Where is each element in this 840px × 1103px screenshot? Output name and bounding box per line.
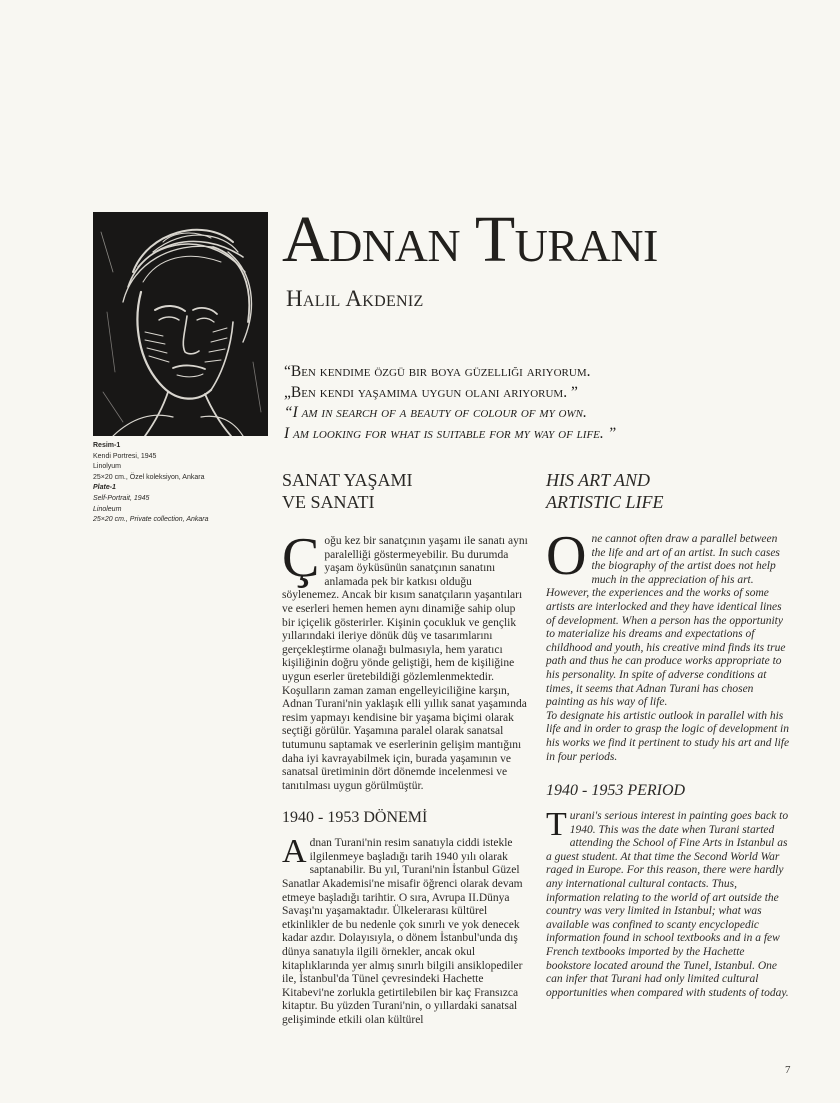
paragraph-en-1: ne cannot often draw a parallel between the life and art of an artist. In such cases the biography of the artist does not help much in the appreciation of his art. However, the experiences and the works of some artists are interlocked and they have identical lines of development. When a person has the opportunity to materialize his dreams and expectations of childhood and youth, his creative mind finds its true path and thus he can produce works appropriate to his personality. In spite of adverse conditions at times, it seems that Adnan Turani has chosen painting as his way of life.	[546, 533, 786, 709]
caption-label-en: Plate-1	[93, 484, 116, 492]
paragraph-en-1b: To designate his artistic outlook in parallel with his life and in order to grasp the logic of development in his works we find it pertinent to study his art and life in four periods.	[546, 709, 790, 763]
self-portrait-image	[93, 212, 268, 436]
paragraph-en-2: urani's serious interest in painting goes back to 1940. This was the date when Turani started attending the School of Fine Arts in Istanbul as a guest student. At that time the Second World War raged in Europe. For this reason, there were hardly any international cultural contacts. Thus, information relating to the world of art outside the country was very limited in Istanbul; what was available was confined to scanty encyclopedic information found in school textbooks and in a few French textbooks imported by the Hachette bookstore located around the Tunel, Istanbul. One can infer that Turani had only limited cultural opportunities when compared with students of today.	[546, 810, 789, 999]
section-heading-en-2: 1940 - 1953 PERIOD	[546, 782, 686, 800]
caption-label-tr: Resim-1	[93, 442, 121, 449]
linocut-illustration	[93, 212, 268, 436]
dropcap-en-2: T	[546, 806, 567, 844]
caption-medium-en: Linoleum	[93, 505, 122, 513]
caption-size-en: 25×20 cm., Private collection, Ankara	[93, 516, 209, 524]
quote-line-en-2: I am looking for what is suitable for my way of life. ”	[284, 424, 617, 442]
quote-line-en-1: “I am in search of a beauty of colour of my own.	[284, 404, 587, 421]
dropcap-en-1: O	[546, 525, 587, 587]
section-heading-tr-1: SANAT YAŞAMI VE SANATI	[282, 470, 413, 512]
section-body-tr-2	[282, 833, 529, 1027]
page-number: 7	[785, 1064, 791, 1076]
section-heading-en-1: HIS ART AND ARTISTIC LIFE	[546, 470, 664, 512]
dropcap-tr-1: Ç	[282, 527, 320, 589]
paragraph-tr-1: oğu kez bir sanatçının yaşamı ile sanatı aynı paralelliği göstermeyebilir. Bu durumda yaşam öyküsünün sanatçının sanatını anlamada pek bir katkısı olduğu söylenemez. Ancak bir kısım sanatçıların yaşantıları ve eserleri hemen hemen aynı dinamiğe sahip olup bir içiçelik gösterirler. Kişinin çocukluk ve gençlik yıllarındaki ileriye dönük düş ve tasarımlarını gerçekleştirme olanağı bulmasıyla, hem yaratıcı kişiliğinin doğru yönde geliştiği, hem de kişiliğine uygun eserler üretebildiği gözlemlenmektedir. Koşulların zaman zaman engelleyiciliğine karşın, Adnan Turani'nin yaklaşık elli yıllık sanat yaşamında resim yapmayı kendisine bir yaşama biçimi olarak seçtiği görülür. Yaşamına paralel olarak sanatsal tutumunu saptamak ve eserlerinin gelişim mantığını daha iyi kavrayabilmek için, burada yaşamının ve sanatsal üretiminin dört dönemde incelenmesi ve tanıtılması uygun görülmüştür.	[282, 535, 528, 792]
image-caption	[93, 441, 263, 526]
section-body-en-2	[546, 806, 792, 1000]
section-heading-tr-2: 1940 - 1953 DÖNEMİ	[282, 809, 428, 827]
section-body-tr-1	[282, 527, 529, 793]
caption-title-tr: Kendi Portresi, 1945	[93, 452, 157, 460]
quote-line-tr-2: „Ben kendi yaşamıma uygun olanı arıyorum. ”	[284, 383, 578, 401]
epigraph-quote	[284, 362, 804, 444]
quote-line-tr-1: “Ben kendime özgü bir boya güzelliği arıyorum.	[284, 363, 591, 380]
article-author: Halil Akdeniz	[286, 286, 424, 311]
caption-medium-tr: Linolyum	[93, 463, 122, 471]
dropcap-tr-2: A	[282, 833, 307, 871]
left-column-tr	[282, 469, 529, 1028]
paragraph-tr-2: dnan Turani'nin resim sanatıyla ciddi istekle ilgilenmeye başladığı tarih 1940 yılı olarak saptanabilir. Bu yıl, Turani'nin İstanbul Güzel Sanatlar Akademisi'ne misafir öğrenci olarak devam etmeye başladığı tarihtir. O sıra, Avrupa II.Dünya Savaşı'nı yaşamaktadır. Ülkelerarası kültürel etkinlikler de bu nedenle çok sınırlı ve yok denecek kadar azdır. Dolayısıyla, o dönem İstanbul'unda dış dünya sanatıyla ilgili örnekler, ancak okul kitaplıklarında yer almış sınırlı bilgili ansiklopediler ile, İstanbul'da Tünel çevresindeki Hachette Kitabevi'ne zorlukla getirtilebilen bir kaç Fransızca kitaptır. Bu yüzden Turani'nin, o yıllardaki sanatsal gelişiminde etkili olan kültürel	[282, 837, 523, 1026]
right-column-en	[546, 469, 792, 1000]
section-body-en-1	[546, 525, 792, 764]
caption-title-en: Self-Portrait, 1945	[93, 494, 150, 502]
article-title: Adnan Turani	[282, 203, 658, 276]
caption-size-tr: 25×20 cm., Özel koleksiyon, Ankara	[93, 473, 205, 481]
